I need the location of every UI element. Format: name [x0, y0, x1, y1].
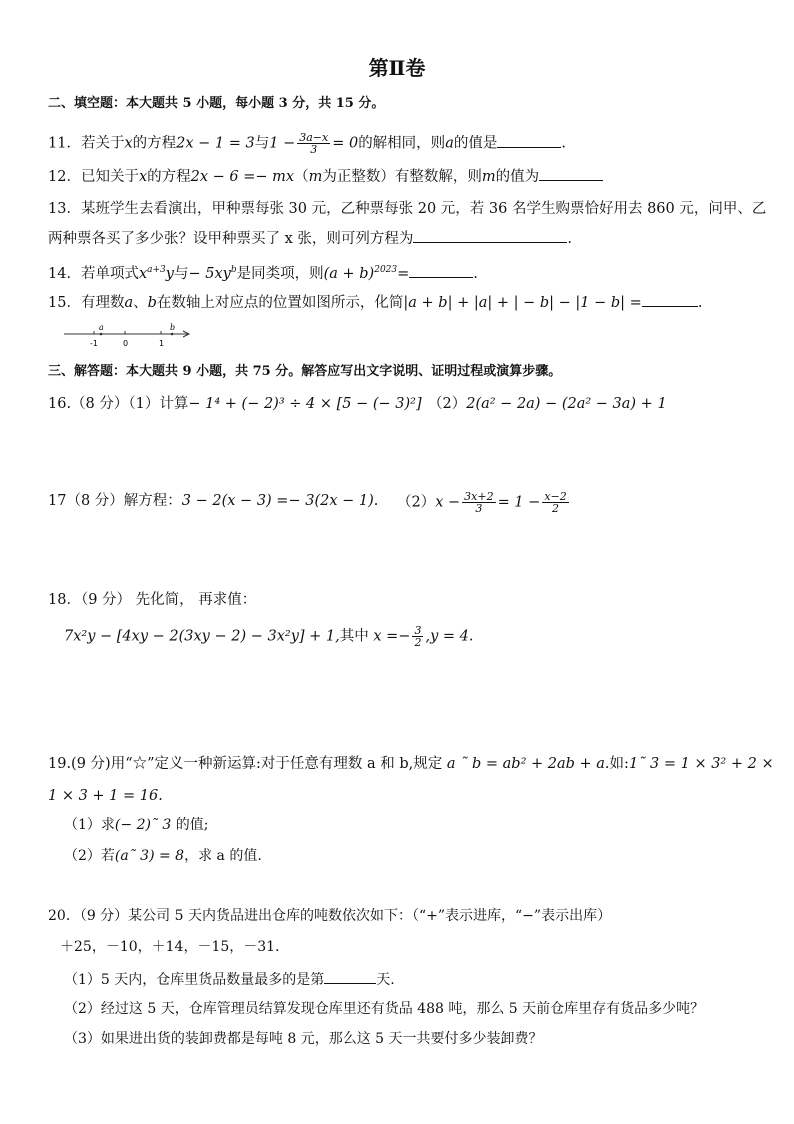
fraction-numerator: 3a−x [299, 131, 329, 144]
q11-equation: 2x − 1 = 3 [176, 135, 255, 152]
question-19-part1 [64, 815, 208, 835]
label-one: 1 [159, 339, 165, 348]
q17-text: . [373, 493, 379, 509]
q13-text: 两种票各买了多少张？设甲种票买了 x 张，则可列方程为 [48, 231, 414, 247]
point-a [100, 333, 103, 336]
q17-fraction-2 [542, 491, 568, 514]
q12-var: x [138, 169, 148, 185]
question-20-part3: （3）如果进出货的装卸费都是每吨 8 元，那么这 5 天一共要付多少装卸费？ [64, 1031, 543, 1047]
q20-text: 天. [376, 972, 395, 988]
q17-fraction-1 [462, 491, 495, 514]
q15-expression: |a + b| + |a| + | − b| − |1 − b| = [403, 295, 642, 311]
q16-expression-2: 2(a² − 2a) − (2a² − 3a) + 1 [466, 396, 667, 412]
q11-text: 与 [254, 135, 270, 152]
q12-var: m [308, 169, 323, 185]
label-zero: 0 [123, 339, 129, 348]
q18-fraction [412, 625, 423, 648]
question-20-part1 [64, 969, 395, 990]
point-b [171, 333, 174, 336]
q14-text: 与 [173, 265, 189, 282]
answer-blank [413, 228, 567, 243]
question-20-part2: （2）经过这 5 天，仓库管理员结算发现仓库里还有货品 488 吨，那么 5 天前仓库里存有货品多少吨？ [64, 1001, 705, 1017]
q15-var: a [124, 295, 134, 311]
q11-var: x [124, 135, 133, 152]
q19-text: （2）若 [64, 848, 115, 864]
answer-blank [497, 133, 561, 148]
q18-x-value: x =− [373, 628, 411, 645]
question-13-line2 [48, 228, 572, 249]
question-11 [48, 132, 566, 155]
question-18-expression [64, 625, 473, 648]
q18-text: 其中 [339, 628, 369, 645]
question-15 [48, 292, 702, 313]
fraction-denominator: 2 [552, 502, 560, 515]
label-minus-one: -1 [90, 339, 98, 348]
fraction-denominator: 3 [310, 143, 318, 156]
q12-text: （ [294, 169, 309, 185]
q14-text: 14．若单项式 [48, 265, 139, 282]
q11-text: 的方程 [132, 135, 177, 152]
q19-text: 19.(9 分)用“☆”定义一种新运算:对于任意有理数 a 和 b,规定 [48, 756, 443, 772]
question-17 [48, 491, 378, 511]
fraction-numerator: x−2 [544, 490, 567, 503]
q11-var: a [445, 135, 454, 152]
fraction-denominator: 3 [475, 502, 483, 515]
q12-var: m [481, 169, 496, 185]
q12-text: 的方程 [147, 169, 191, 185]
q17-equation-1: 3 − 2(x − 3) =− 3(2x − 1) [181, 493, 374, 509]
q19-math: (− 2)˜ 3 [114, 817, 172, 833]
q14-math: = [397, 265, 410, 282]
q17-text: 17（8 分）解方程： [48, 493, 182, 509]
q11-text: 的解相同，则 [358, 135, 446, 152]
q12-text: 为正整数）有整数解，则 [322, 169, 482, 185]
answer-blank [324, 969, 376, 984]
q12-equation: 2x − 6 =− mx [190, 169, 295, 185]
question-14 [48, 260, 478, 284]
question-19-line2 [48, 786, 163, 806]
q14-math: x [138, 265, 148, 282]
question-13-line1: 13．某班学生去看演出，甲种票每张 30 元，乙种票每张 20 元，若 36 名学生购票恰好用去 860 元，问甲、乙 [48, 201, 767, 217]
q14-math: y [165, 265, 174, 282]
question-16 [48, 394, 422, 414]
q12-text: 的值为 [495, 169, 540, 185]
q11-expr: 1 − [269, 135, 296, 152]
q19-example-result: 1 × 3 + 1 = 16. [48, 788, 163, 804]
q14-exponent: b [230, 265, 237, 275]
q14-exponent: a+3 [147, 265, 166, 275]
section-heading-solve: 三、解答题：本大题共 9 小题，共 75 分。解答应写出文字说明、证明过程或演算步骤。 [48, 364, 562, 379]
question-18-heading: 18．（9 分） 先化简， 再求值： [48, 592, 257, 608]
question-12 [48, 166, 603, 187]
q19-text: 如: [609, 756, 629, 772]
label-a: a [99, 323, 104, 332]
fraction-denominator: 2 [414, 636, 422, 649]
q19-text: 的值; [175, 817, 209, 833]
number-line-figure [60, 322, 200, 348]
q17-expr: = 1 − [497, 494, 541, 511]
section-heading-fill-in: 二、填空题：本大题共 5 小题，每小题 3 分，共 15 分。 [48, 96, 385, 111]
q17-text: （2） [397, 494, 436, 511]
q11-text: 11．若关于 [48, 135, 125, 152]
question-19-part2 [64, 846, 262, 866]
q15-text: 15．有理数 [48, 295, 125, 311]
q16-expression-1: − 1⁴ + (− 2)³ ÷ 4 × [5 − (− 3)²] [188, 396, 422, 412]
q18-y-value: ,y = 4. [425, 628, 474, 645]
q15-text: 在数轴上对应点的位置如图所示，化简 [156, 295, 404, 311]
q14-math: (a + b) [323, 265, 375, 282]
q12-text: 12．已知关于 [48, 169, 139, 185]
q16-text: 16.（8 分）（1）计算 [48, 396, 189, 412]
q11-fraction [297, 132, 330, 155]
question-20-line1: 20．（9 分）某公司 5 天内货品进出仓库的吨数依次如下：（“+”表示进库，“−”表示出库） [48, 908, 612, 924]
q15-text: . [697, 295, 703, 311]
page-title: 第Ⅱ卷 [368, 56, 426, 80]
fraction-numerator: 3x+2 [464, 490, 494, 503]
answer-blank [409, 263, 473, 278]
q11-text: . [561, 135, 566, 152]
q16-text: （2） [428, 396, 467, 412]
q13-text: . [567, 231, 573, 247]
answer-blank [539, 166, 603, 181]
answer-blank [642, 292, 698, 307]
q19-math: (a˜ 3) = 8 [114, 848, 185, 864]
q17-expr: x − [435, 494, 461, 511]
q19-text: ，求 a 的值. [184, 848, 262, 864]
fraction-numerator: 3 [414, 624, 422, 637]
q14-text: 是同类项，则 [236, 265, 324, 282]
q15-text: 、 [133, 295, 148, 311]
q19-text: （1）求 [64, 817, 115, 833]
question-16-part2 [428, 394, 667, 414]
question-19-line1 [48, 754, 774, 774]
question-17-part2 [397, 491, 571, 514]
q14-math: − 5xy [188, 265, 231, 282]
q19-definition: a ˜ b = ab² + 2ab + a. [446, 756, 610, 772]
q11-text: 的值是 [453, 135, 498, 152]
label-b: b [170, 323, 176, 332]
q14-text: . [473, 265, 478, 282]
q11-expr: = 0 [332, 135, 359, 152]
q20-text: （1）5 天内，仓库里货品数量最多的是第 [64, 972, 325, 988]
q18-expr: 7x²y − [4xy − 2(3xy − 2) − 3x²y] + 1, [64, 628, 340, 645]
q15-var: b [147, 295, 157, 311]
question-20-data: ＋25，－10，＋14，－15，－31． [60, 939, 290, 955]
q19-example: 1˜ 3 = 1 × 3² + 2 × [628, 756, 774, 772]
q14-exponent: 2023 [374, 265, 398, 275]
